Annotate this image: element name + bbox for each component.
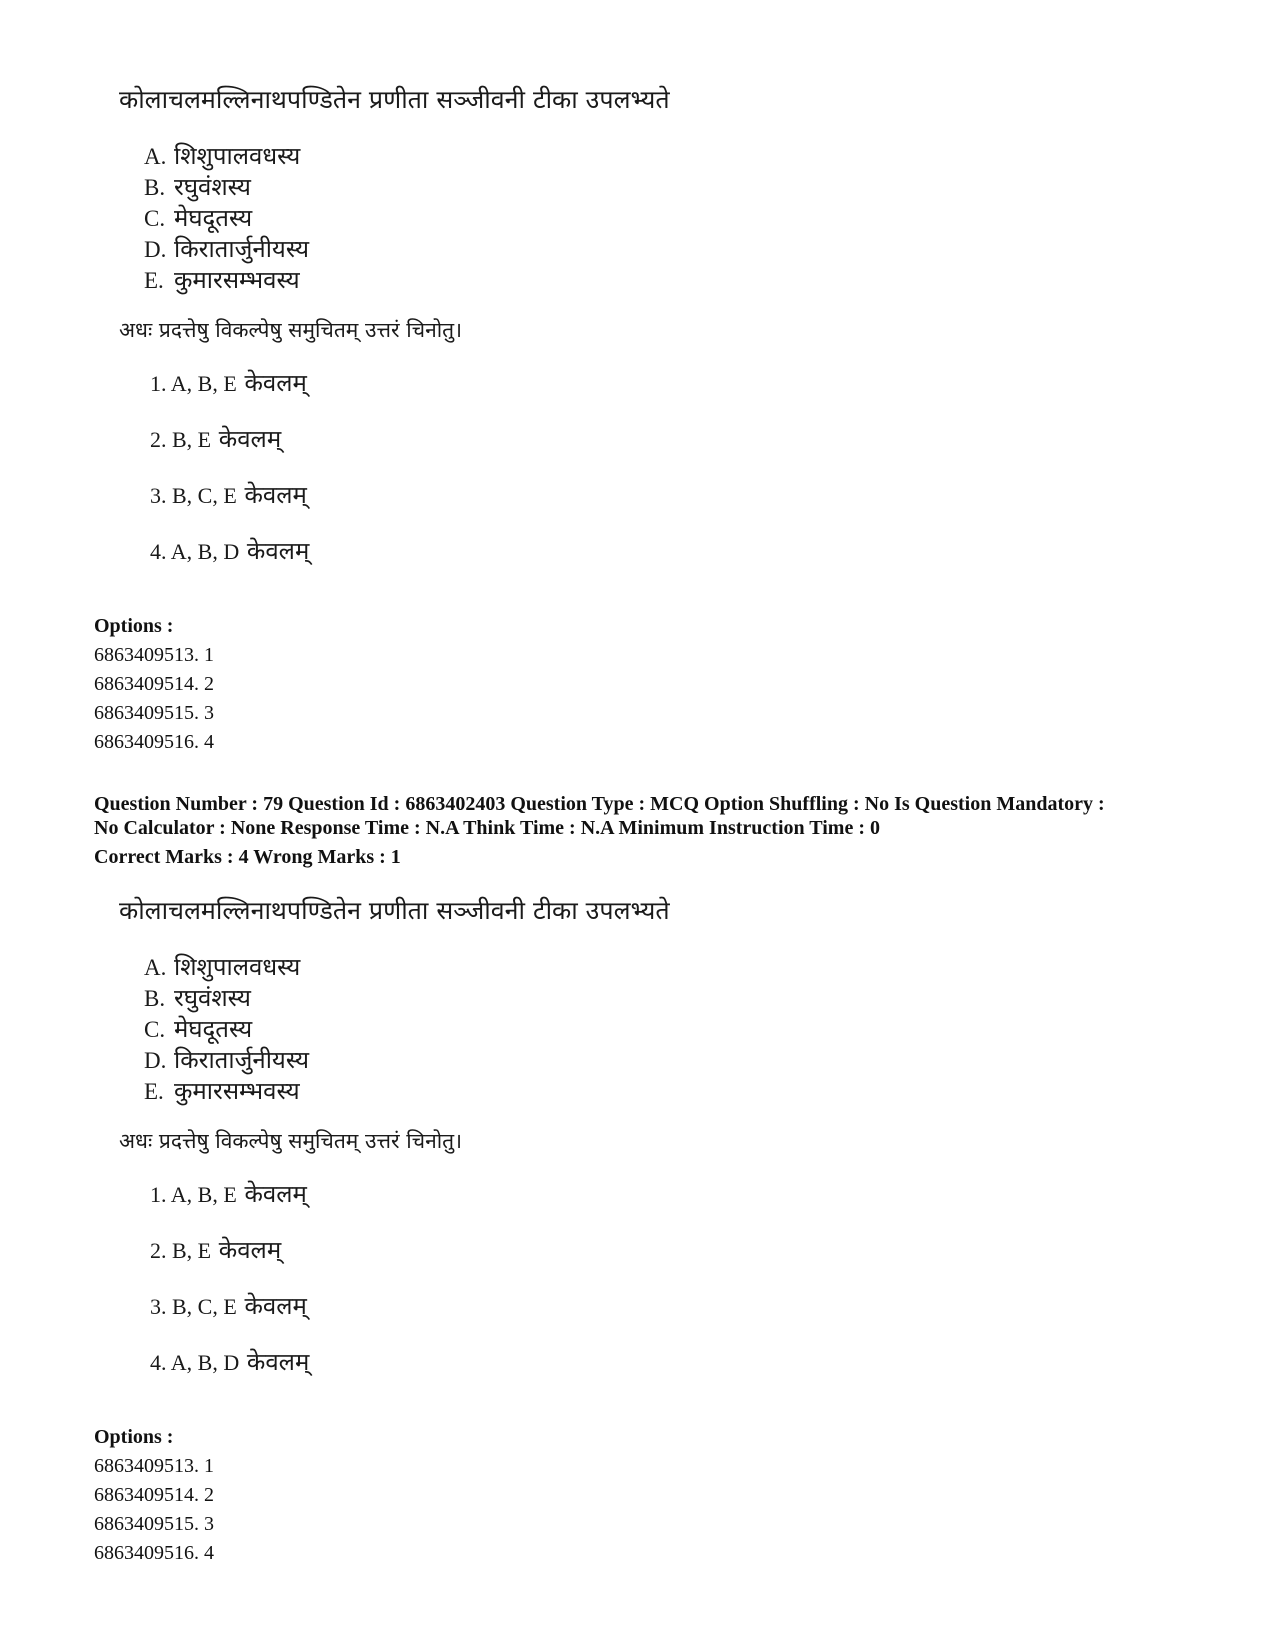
statement-d: D. किरातार्जुनीयस्य <box>144 235 310 263</box>
answer-choice-1: 1. A, B, E केवलम् <box>150 369 307 397</box>
statement-c: C. मेघदूतस्य <box>144 1015 253 1043</box>
option-id-row: 6863409515. 3 <box>94 1513 214 1535</box>
question-stem: कोलाचलमल्लिनाथपण्डितेन प्रणीता सञ्जीवनी टीका उपलभ्यते <box>119 896 670 925</box>
answer-choice-4: 4. A, B, D केवलम् <box>150 1348 310 1376</box>
option-id-row: 6863409515. 3 <box>94 702 214 724</box>
instruction-text: अधः प्रदत्तेषु विकल्पेषु समुचितम् उत्तरं चिनोतु। <box>119 318 463 342</box>
statement-b: B. रघुवंशस्य <box>144 173 251 201</box>
option-id-row: 6863409516. 4 <box>94 1542 214 1564</box>
statement-b: B. रघुवंशस्य <box>144 984 251 1012</box>
statement-a: A. शिशुपालवधस्य <box>144 142 301 170</box>
option-id-row: 6863409513. 1 <box>94 644 214 666</box>
statement-e: E. कुमारसम्भवस्य <box>144 266 300 294</box>
option-id-row: 6863409516. 4 <box>94 731 214 753</box>
option-id-row: 6863409514. 2 <box>94 673 214 695</box>
statement-d: D. किरातार्जुनीयस्य <box>144 1046 310 1074</box>
statement-a: A. शिशुपालवधस्य <box>144 953 301 981</box>
answer-choice-4: 4. A, B, D केवलम् <box>150 537 310 565</box>
answer-choice-2: 2. B, E केवलम् <box>150 425 282 453</box>
answer-choice-3: 3. B, C, E केवलम् <box>150 1292 307 1320</box>
question-meta-line-1: Question Number : 79 Question Id : 6863402403 Question Type : MCQ Option Shuffling : No Is Question Mandatory : <box>94 793 1105 815</box>
question-stem: कोलाचलमल्लिनाथपण्डितेन प्रणीता सञ्जीवनी टीका उपलभ्यते <box>119 85 670 114</box>
statement-e: E. कुमारसम्भवस्य <box>144 1077 300 1105</box>
options-heading: Options : <box>94 615 174 637</box>
answer-choice-3: 3. B, C, E केवलम् <box>150 481 307 509</box>
options-heading: Options : <box>94 1426 174 1448</box>
instruction-text: अधः प्रदत्तेषु विकल्पेषु समुचितम् उत्तरं चिनोतु। <box>119 1129 463 1153</box>
option-id-row: 6863409514. 2 <box>94 1484 214 1506</box>
answer-choice-2: 2. B, E केवलम् <box>150 1236 282 1264</box>
marks-line: Correct Marks : 4 Wrong Marks : 1 <box>94 846 401 868</box>
question-meta-line-2: No Calculator : None Response Time : N.A Think Time : N.A Minimum Instruction Time : 0 <box>94 817 880 839</box>
answer-choice-1: 1. A, B, E केवलम् <box>150 1180 307 1208</box>
statement-c: C. मेघदूतस्य <box>144 204 253 232</box>
option-id-row: 6863409513. 1 <box>94 1455 214 1477</box>
